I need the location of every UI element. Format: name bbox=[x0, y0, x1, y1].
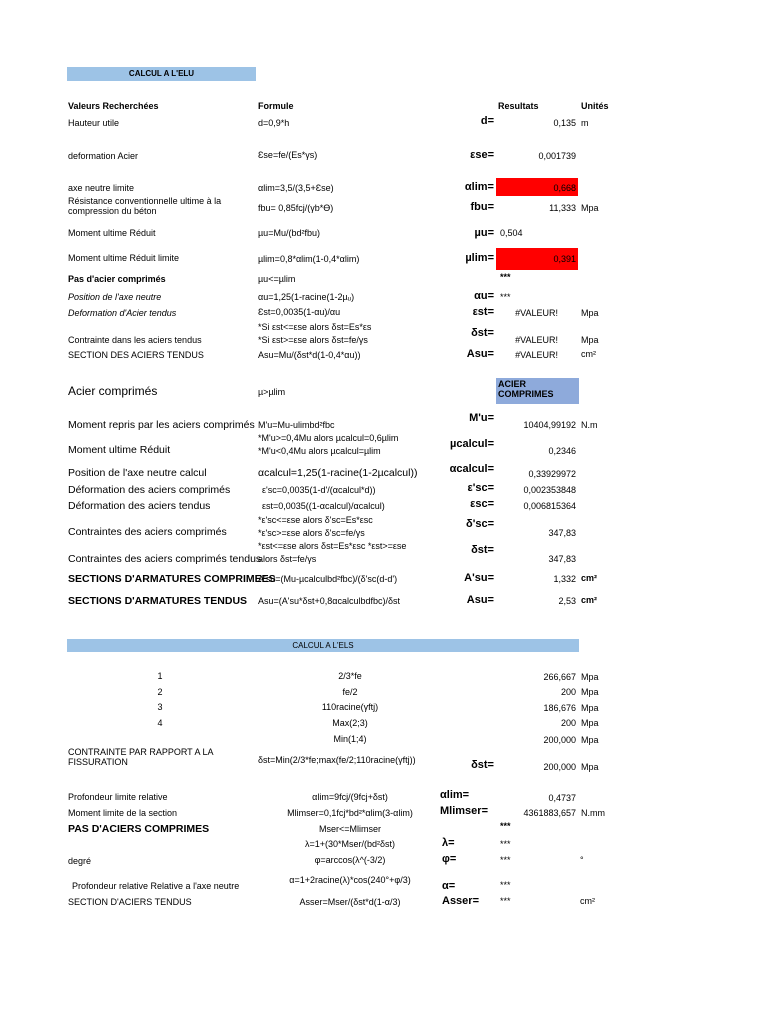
row-value: 10404,99192 bbox=[523, 420, 576, 430]
row-value: 0,391 bbox=[553, 254, 576, 264]
row-label: Déformation des aciers comprimés bbox=[68, 484, 231, 496]
alpha-value: *** bbox=[500, 880, 511, 890]
num-row-formula: 110racine(γftj) bbox=[321, 702, 379, 712]
section-value: #VALEUR! bbox=[515, 350, 558, 360]
contrainte-formula-1: *Si εst<=εse alors δst=Es*εs bbox=[258, 322, 372, 332]
num-row-index: 2 bbox=[157, 687, 163, 697]
num-row-value: 200 bbox=[560, 687, 576, 697]
header-formula: Formule bbox=[258, 101, 294, 111]
lambda-formula: λ=1+(30*Mser/(bd²δst) bbox=[304, 839, 396, 849]
row-unit: Mpa bbox=[581, 308, 599, 318]
fissuration-symbol: δst= bbox=[471, 759, 494, 771]
row-symbol: µu= bbox=[474, 227, 494, 239]
alpha-symbol: α= bbox=[442, 880, 456, 892]
row-label: axe neutre limite bbox=[68, 183, 135, 193]
num-row-index: 3 bbox=[157, 702, 163, 712]
row-formula: d=0,9*h bbox=[258, 118, 290, 128]
row-label: Position de l'axe neutre bbox=[68, 292, 162, 302]
row-symbol: αlim= bbox=[440, 789, 470, 801]
row-unit: N.mm bbox=[581, 808, 605, 818]
header-results: Resultats bbox=[498, 101, 539, 111]
row-value: 347,83 bbox=[548, 528, 576, 538]
row-label: SECTIONS D'ARMATURES COMPRIMEES bbox=[68, 573, 276, 585]
num-row-unit: Mpa bbox=[581, 735, 599, 745]
row-label: Deformation d'Acier tendus bbox=[68, 308, 177, 318]
row-formula: εst=0,0035((1-αcalcul)/αcalcul) bbox=[262, 501, 385, 511]
row-symbol: ε'sc= bbox=[467, 482, 494, 494]
num-row-value: 266,667 bbox=[543, 672, 576, 682]
row-unit: cm² bbox=[581, 595, 598, 605]
row-symbol: A'su= bbox=[464, 572, 494, 584]
row-unit: N.m bbox=[581, 420, 598, 430]
row-symbol: αlim= bbox=[464, 181, 494, 193]
row-unit: cm² bbox=[581, 573, 598, 583]
fissuration-label: CONTRAINTE PAR RAPPORT A LA FISSURATION bbox=[68, 747, 214, 768]
section-unit: cm² bbox=[581, 349, 596, 359]
alpha-label: Profondeur relative Relative a l'axe neutre bbox=[72, 881, 240, 891]
row-symbol: µcalcul= bbox=[450, 438, 494, 450]
row-value: 0,002353848 bbox=[523, 485, 576, 495]
row-formula: µu=Mu/(bd²fbu) bbox=[258, 228, 320, 238]
fissuration-unit: Mpa bbox=[581, 762, 599, 772]
row-formula: A'su=(Mu-µcalculbd²fbc)/(δ'sc(d-d') bbox=[258, 574, 398, 584]
num-row-value: 200 bbox=[560, 718, 576, 728]
header-values: Valeurs Recherchées bbox=[68, 101, 159, 111]
row-value: 11,333 bbox=[549, 203, 576, 213]
row-value: #VALEUR! bbox=[515, 308, 558, 318]
row-label: Profondeur limite relative bbox=[68, 792, 168, 802]
pas-acier-formula: µu<=µlim bbox=[258, 274, 296, 284]
row-value: 1,332 bbox=[553, 574, 576, 584]
num-row-formula: 2/3*fe bbox=[338, 671, 362, 681]
row-symbol: d= bbox=[480, 115, 494, 127]
row-formula: αcalcul=1,25(1-racine(1-2µcalcul)) bbox=[258, 467, 418, 479]
row-formula: αu=1,25(1-racine(1-2µᵤ) bbox=[258, 292, 355, 302]
contrainte-label: Contrainte dans les aciers tendus bbox=[68, 335, 202, 345]
pas-acier-label: Pas d'acier comprimés bbox=[68, 274, 166, 284]
num-row-unit: Mpa bbox=[581, 703, 599, 713]
row-formula: µlim=0,8*αlim(1-0,4*αlim) bbox=[258, 254, 360, 264]
row-formula: Ɛse=fe/(Es*γs) bbox=[258, 150, 318, 160]
comprimes-title: Acier comprimés bbox=[68, 384, 158, 398]
row-label: Hauteur utile bbox=[68, 118, 120, 128]
row-symbol: fbu= bbox=[470, 201, 494, 213]
row-value: 0,135 bbox=[553, 118, 576, 128]
row-formula-2: alors δst=fe/γs bbox=[258, 554, 317, 564]
row-formula: M'u=Mu-ulimbd²fbc bbox=[258, 420, 335, 430]
row-value: 0,006815364 bbox=[523, 501, 576, 511]
section-label: SECTION DES ACIERS TENDUS bbox=[68, 350, 204, 360]
fissuration-formula: δst=Min(2/3*fe;max(fe/2;110racine(γftj)) bbox=[258, 755, 416, 765]
els-section-label: SECTION D'ACIERS TENDUS bbox=[68, 897, 192, 907]
row-formula-2: *ε'sc>=εse alors δ'sc=fe/γs bbox=[258, 528, 365, 538]
section-symbol: Asu= bbox=[466, 348, 494, 360]
els-title: CALCUL A L'ELS bbox=[67, 639, 579, 652]
row-label: Position de l'axe neutre calcul bbox=[68, 467, 207, 479]
row-formula-2: *M'u<0,4Mu alors µcalcul=µlim bbox=[258, 446, 381, 456]
els-pas-acier-value: *** bbox=[500, 821, 511, 831]
row-formula-1: *ε'sc<=εse alors δ'sc=Es*εsc bbox=[258, 515, 373, 525]
row-value: 347,83 bbox=[548, 554, 576, 564]
row-label: SECTIONS D'ARMATURES TENDUS bbox=[68, 595, 248, 607]
row-formula: αlim=9fcj/(9fcj+δst) bbox=[312, 792, 388, 802]
num-row-unit: Mpa bbox=[581, 718, 599, 728]
comprimes-badge: ACIER COMPRIMES bbox=[496, 378, 579, 404]
row-symbol: εst= bbox=[472, 306, 494, 318]
num-row-value: 186,676 bbox=[543, 703, 576, 713]
row-value: 0,504 bbox=[500, 228, 523, 238]
row-formula: Ɛst=0,0035(1-αu)/αu bbox=[258, 307, 341, 317]
num-row-index: 4 bbox=[157, 718, 163, 728]
num-row-unit: Mpa bbox=[581, 687, 599, 697]
elu-title: CALCUL A L'ELU bbox=[67, 67, 256, 81]
section-formula: Asu=Mu/(δst*d(1-0,4*αu)) bbox=[258, 350, 361, 360]
row-formula: Asu=(A'su*δst+0,8αcalculbdfbc)/δst bbox=[258, 596, 401, 606]
els-section-value: *** bbox=[500, 896, 511, 906]
row-value: *** bbox=[500, 292, 511, 302]
row-symbol: αu= bbox=[474, 290, 494, 302]
contrainte-formula-2: *Si εst>=εse alors δst=fe/γs bbox=[258, 335, 368, 345]
degre-symbol: φ= bbox=[442, 853, 457, 865]
els-pas-acier-formula: Mser<=Mlimser bbox=[318, 824, 381, 834]
row-unit: m bbox=[581, 118, 589, 128]
els-pas-acier-label: PAS D'ACIERS COMPRIMES bbox=[68, 823, 210, 835]
row-label: Moment limite de la section bbox=[68, 808, 178, 818]
contrainte-unit: Mpa bbox=[581, 335, 599, 345]
els-section-formula: Asser=Mser/(δst*d(1-α/3) bbox=[299, 897, 401, 907]
row-symbol: εse= bbox=[470, 149, 494, 161]
row-symbol: Asu= bbox=[466, 594, 494, 606]
contrainte-value: #VALEUR! bbox=[515, 335, 558, 345]
num-row-formula: Max(2;3) bbox=[332, 718, 368, 728]
row-formula-1: *εst<=εse alors δst=Es*εsc *εst>=εse bbox=[258, 541, 407, 551]
row-value: 0,001739 bbox=[538, 151, 576, 161]
num-row-value: 200,000 bbox=[543, 735, 576, 745]
num-row-formula: fe/2 bbox=[342, 687, 358, 697]
els-section-unit: cm² bbox=[580, 896, 595, 906]
degre-formula: φ=arccos(λ^(-3/2) bbox=[314, 855, 386, 865]
row-symbol: δ'sc= bbox=[466, 518, 494, 530]
header-units: Unités bbox=[581, 101, 609, 111]
els-section-symbol: Asser= bbox=[442, 895, 480, 907]
row-label: Moment ultime Réduit bbox=[68, 228, 156, 238]
alpha-formula: α=1+2racine(λ)*cos(240°+φ/3) bbox=[289, 875, 411, 885]
row-unit: Mpa bbox=[581, 203, 599, 213]
row-formula: Mlimser=0,1fcj*bd²*αlim(3-αlim) bbox=[287, 808, 413, 818]
row-formula: αlim=3,5/(3,5+Ɛse) bbox=[258, 183, 334, 193]
degre-value: *** bbox=[500, 855, 511, 865]
degre-unit: ° bbox=[580, 855, 584, 865]
num-row-unit: Mpa bbox=[581, 672, 599, 682]
row-label: Contraintes des aciers comprimés bbox=[68, 526, 227, 538]
row-label: Moment ultime Réduit bbox=[68, 444, 171, 456]
row-symbol: δst= bbox=[471, 544, 494, 556]
contrainte-symbol: δst= bbox=[471, 327, 494, 339]
row-label: Moment repris par les aciers comprimés bbox=[68, 419, 255, 431]
row-label: Moment ultime Réduit limite bbox=[68, 253, 180, 263]
row-value: 2,53 bbox=[558, 596, 576, 606]
row-symbol: εsc= bbox=[470, 498, 494, 510]
row-value: 0,668 bbox=[553, 183, 576, 193]
lambda-value: *** bbox=[500, 839, 511, 849]
degre-label: degré bbox=[68, 856, 92, 866]
lambda-symbol: λ= bbox=[442, 837, 455, 849]
row-formula-1: *M'u>=0,4Mu alors µcalcul=0,6µlim bbox=[258, 433, 399, 443]
row-label: Contraintes des aciers comprimés tendus bbox=[68, 553, 262, 565]
row-value: 0,4737 bbox=[548, 793, 576, 803]
num-row-index: 1 bbox=[157, 671, 163, 681]
row-label: deformation Acier bbox=[68, 151, 139, 161]
comprimes-formula: µ>µlim bbox=[258, 387, 286, 397]
row-symbol: µlim= bbox=[465, 252, 494, 264]
row-symbol: Mlimser= bbox=[440, 805, 488, 817]
row-formula: ε'sc=0,0035(1-d'/(αcalcul*d)) bbox=[262, 485, 376, 495]
pas-acier-value: *** bbox=[500, 272, 511, 282]
row-value: 4361883,657 bbox=[523, 808, 576, 818]
row-symbol: αcalcul= bbox=[449, 463, 494, 475]
row-symbol: M'u= bbox=[469, 412, 494, 424]
row-label: Résistance conventionnelle ultime à la compression du béton bbox=[68, 196, 222, 217]
row-label: Déformation des aciers tendus bbox=[68, 500, 211, 512]
num-row-formula: Min(1;4) bbox=[333, 734, 367, 744]
fissuration-value: 200,000 bbox=[543, 762, 576, 772]
row-formula: fbu= 0,85fcj/(γb*Ɵ) bbox=[258, 203, 334, 213]
row-value: 0,33929972 bbox=[528, 469, 576, 479]
row-value: 0,2346 bbox=[548, 446, 576, 456]
